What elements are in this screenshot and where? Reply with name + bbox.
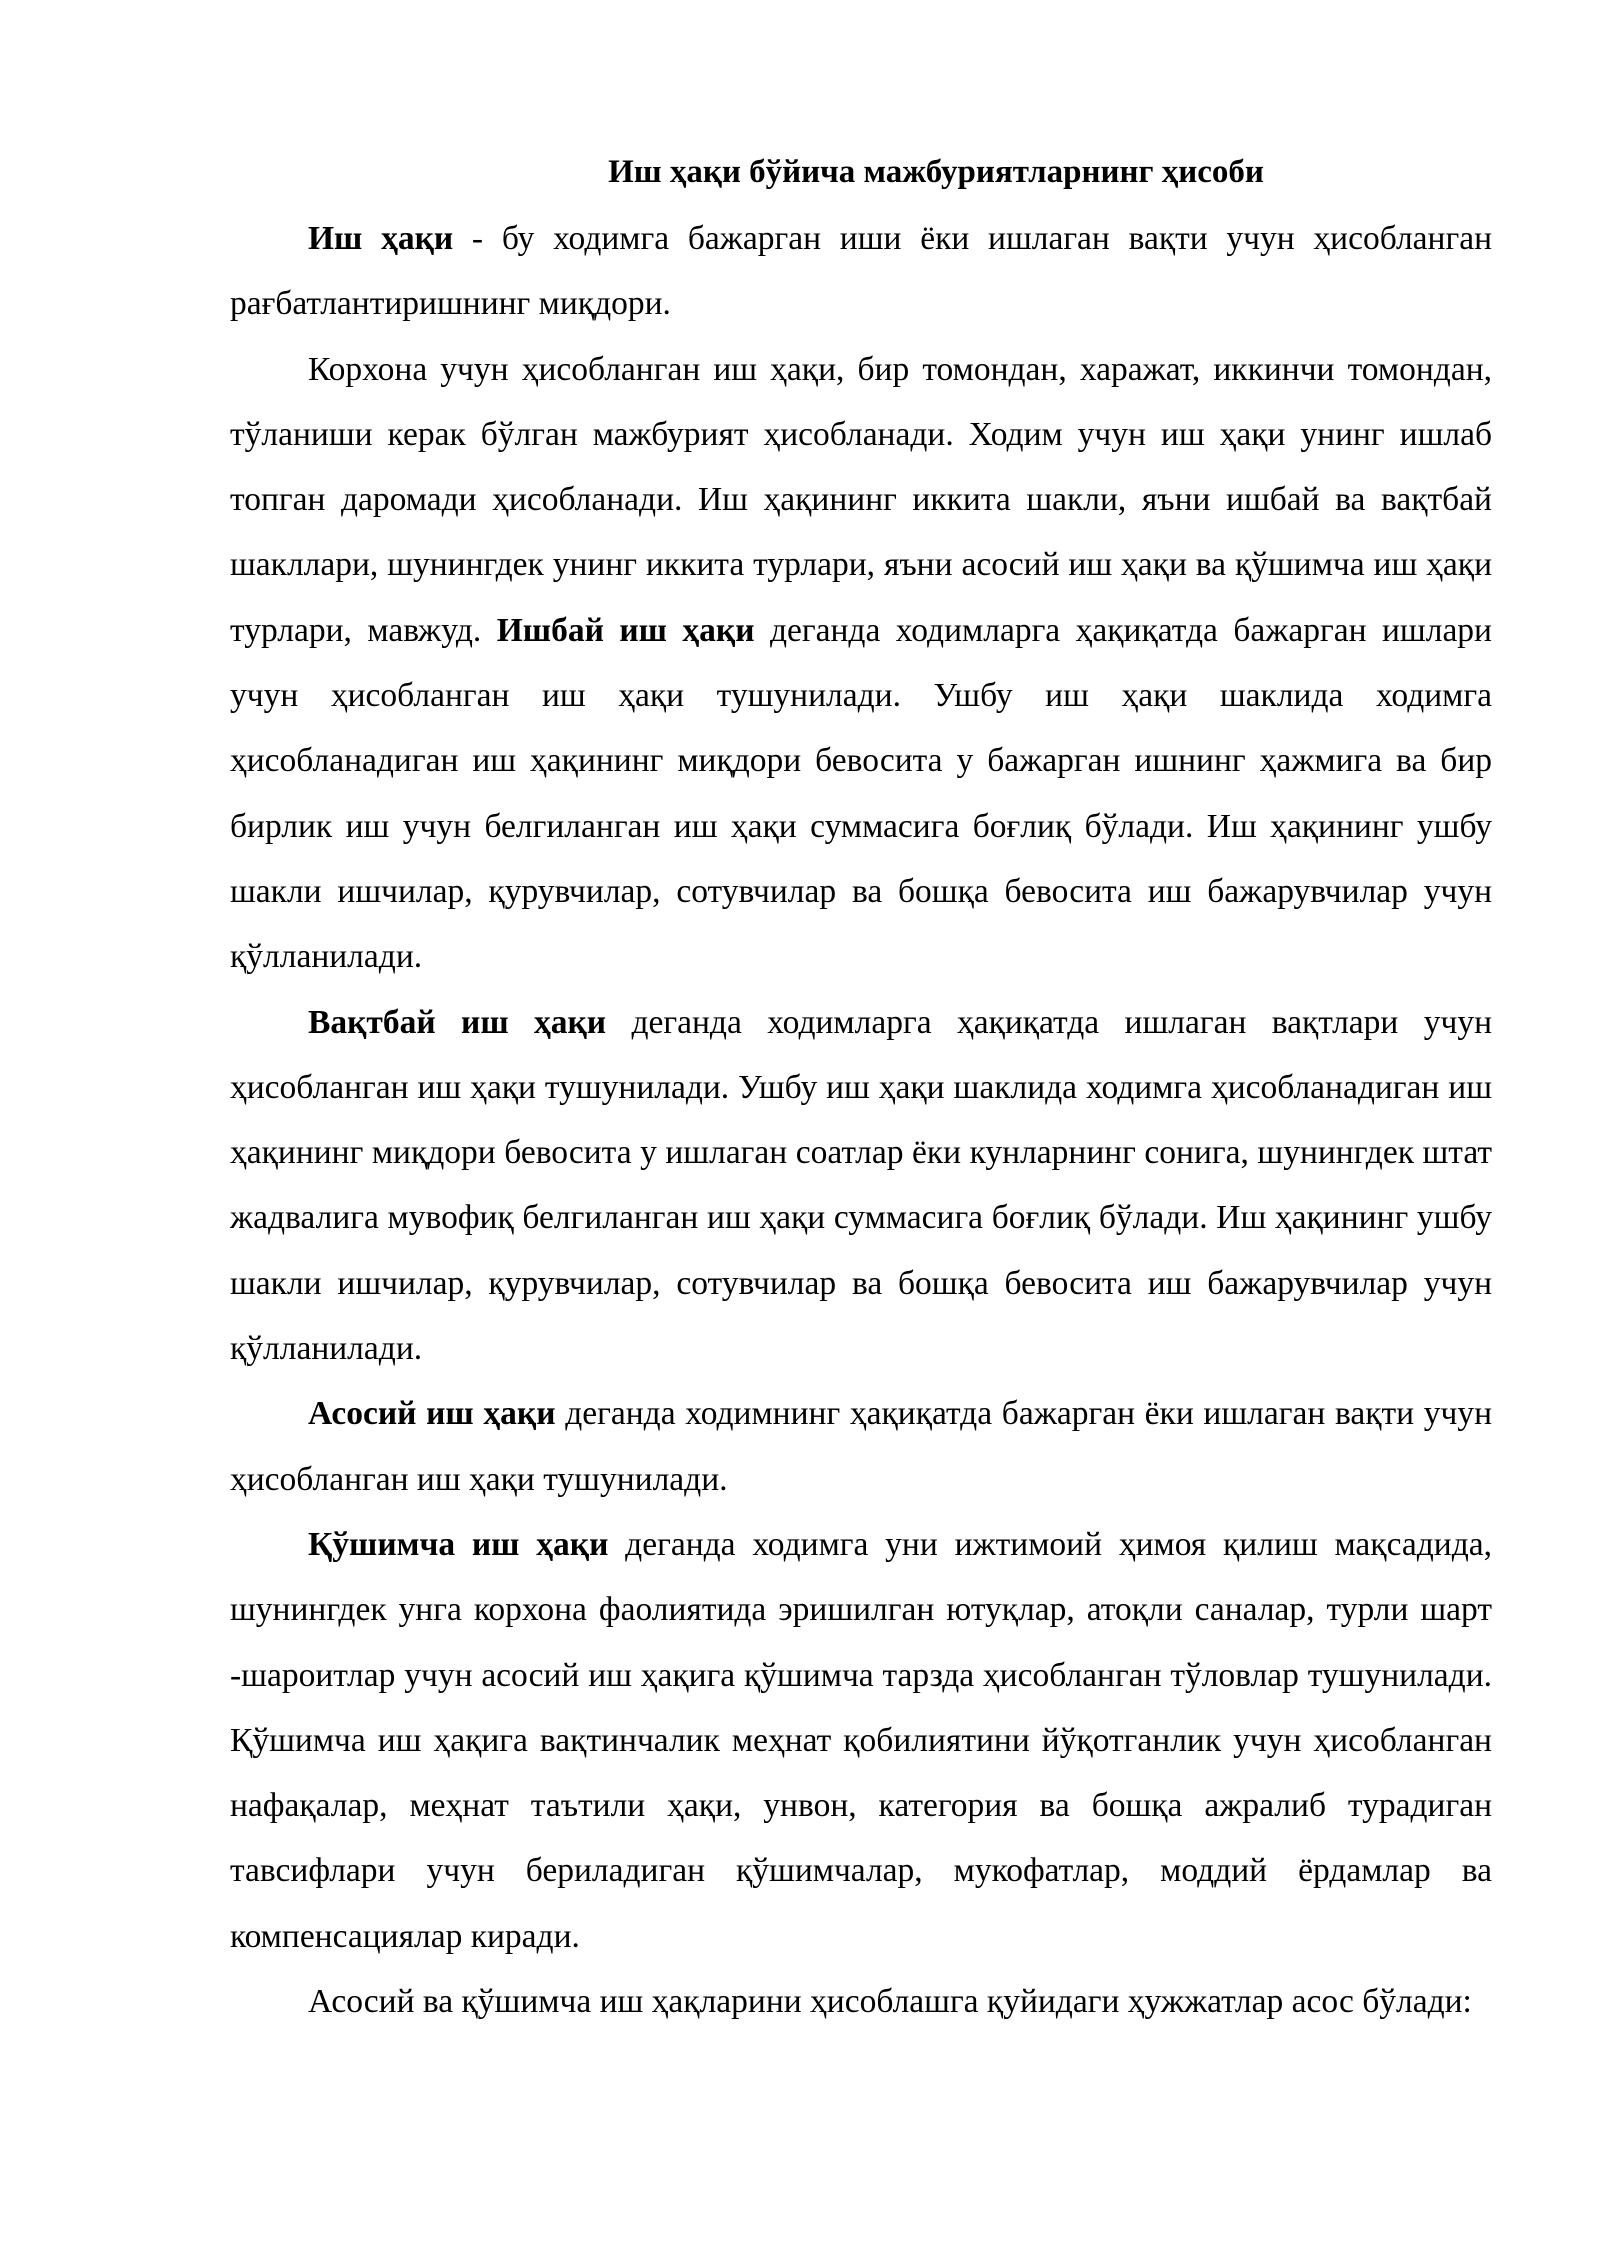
term-vaqtbay: Вақтбай иш ҳақи bbox=[308, 1003, 607, 1041]
paragraph-text: деганда ходимга уни ижтимоий ҳимоя қилиш мақсадида, шунингдек унга корхона фаолиятида эришилган ютуқлар, атоқли саналар, турли шарт -шароитлар учун асосий иш ҳақига қўшимча тарзда ҳисобланган тўловлар тушунилади. Қўшимча иш ҳақига вақтинчалик меҳнат қобилиятини йўқотганлик учун ҳисобланган нафақалар, меҳнат таътили ҳақи, унвон, категория ва бошқа ажралиб турадиган тавсифлари учун бериладиган қўшимчалар, мукофатлар, моддий ёрдамлар ва компенсациялар киради. bbox=[230, 1525, 1492, 1955]
paragraph-qoshimcha bbox=[230, 1512, 1492, 1969]
paragraph-asosiy bbox=[230, 1381, 1492, 1512]
term-ish-haqi: Иш ҳақи bbox=[308, 220, 454, 257]
document-title: Иш ҳақи бўйича мажбуриятларнинг ҳисоби bbox=[608, 154, 1264, 190]
term-asosiy: Асосий иш ҳақи bbox=[308, 1395, 556, 1433]
term-qoshimcha: Қўшимча иш ҳақи bbox=[308, 1525, 609, 1563]
paragraph-vaqtbay bbox=[230, 990, 1492, 1382]
term-ishbay: Ишбай иш ҳақи bbox=[496, 611, 755, 649]
paragraph-definition bbox=[230, 206, 1492, 337]
paragraph-text: Асосий ва қўшимча иш ҳақларини ҳисоблашга қуйидаги ҳужжатлар асос бўлади: bbox=[308, 1983, 1472, 2021]
paragraph-text: деганда ходимнинг ҳақиқатда бажарган ёки ишлаган вақти учун ҳисобланган иш ҳақи тушунилади. bbox=[230, 1395, 1493, 1498]
paragraph-text: - бу ходимга бажарган иши ёки ишлаган вақти учун ҳисобланган рағбатлантиришнинг миқдори. bbox=[230, 220, 1492, 323]
paragraph-text: деганда ходимларга ҳақиқатда бажарган ишлари учун ҳисобланган иш ҳақи тушунилади. Ушбу иш ҳақи шаклида ходимга ҳисобланадиган иш ҳақининг миқдори бевосита у бажарган ишнинг ҳажмига ва бир бирлик иш учун белгиланган иш ҳақи суммасига боғлиқ бўлади. Иш ҳақининг ушбу шакли ишчилар, қурувчилар, сотувчилар ва бошқа бевосита иш бажарувчилар учун қўлланилади. bbox=[230, 611, 1492, 976]
paragraph-documents bbox=[230, 1969, 1492, 2034]
document-body bbox=[230, 148, 1492, 2034]
paragraph-text: Корхона учун ҳисобланган иш ҳақи, бир томондан, харажат, иккинчи томондан, тўланиши керак бўлган мажбурият ҳисобланади. Ходим учун иш ҳақи унинг ишлаб топган даромади ҳисобланади. Иш ҳақининг иккита шакли, яъни ишбай ва вақтбай шакллари, шунингдек унинг иккита турлари, яъни асосий иш ҳақи ва қўшимча иш ҳақи турлари, мавжуд. bbox=[230, 350, 1492, 649]
paragraph-forms bbox=[230, 337, 1492, 990]
paragraph-text: деганда ходимларга ҳақиқатда ишлаган вақтлари учун ҳисобланган иш ҳақи тушунилади. Ушбу иш ҳақи шаклида ходимга ҳисобланадиган иш ҳақининг миқдори бевосита у ишлаган соатлар ёки кунларнинг сонига, шунингдек штат жадвалига мувофиқ белгиланган иш ҳақи суммасига боғлиқ бўлади. Иш ҳақининг ушбу шакли ишчилар, қурувчилар, сотувчилар ва бошқа бевосита иш бажарувчилар учун қўлланилади. bbox=[230, 1003, 1492, 1368]
